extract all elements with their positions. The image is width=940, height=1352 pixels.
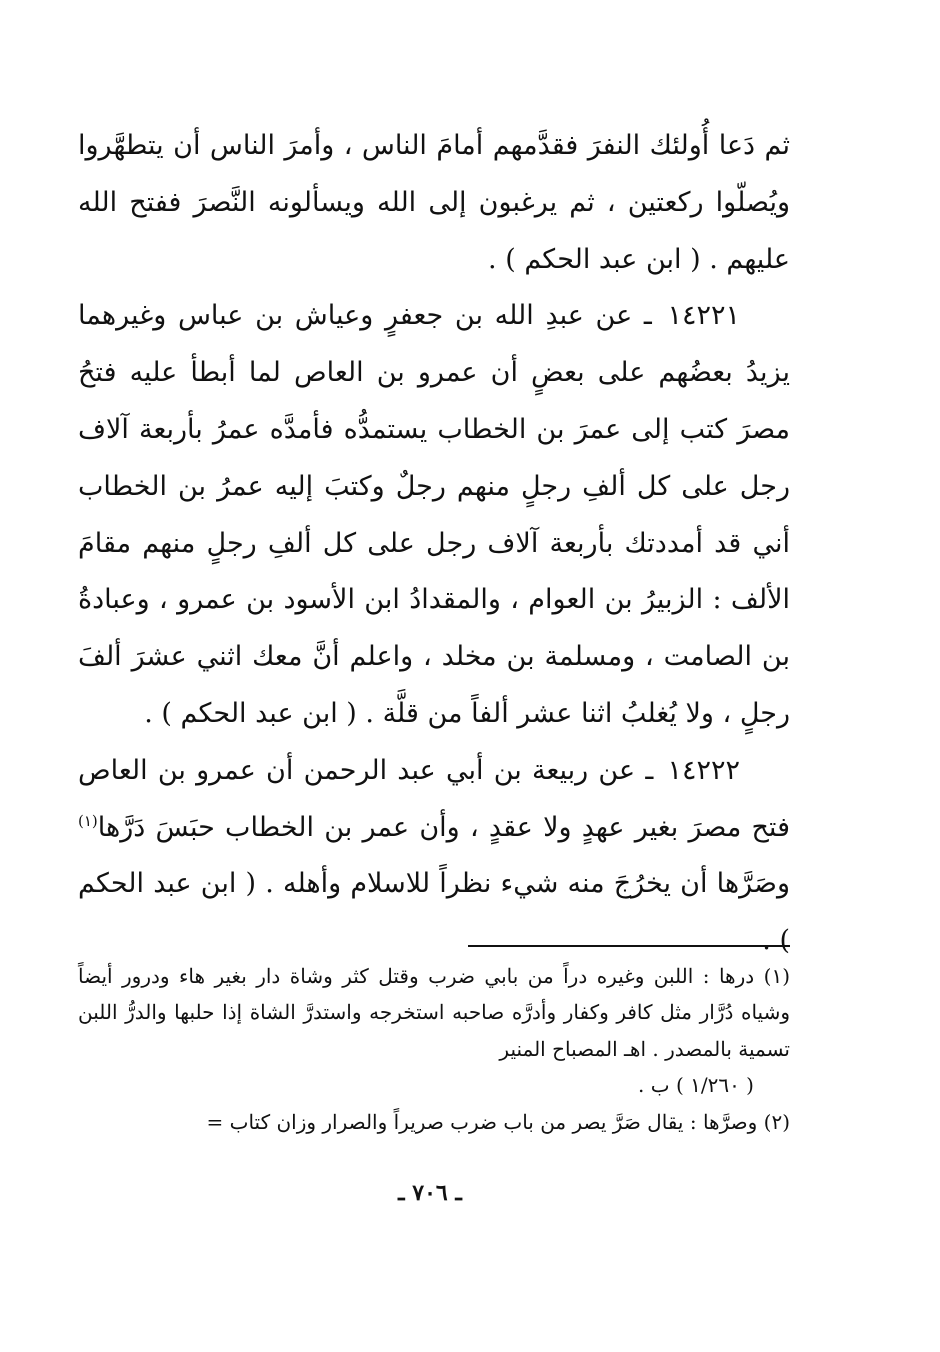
footnote-1-text: درها : اللبن وغيره دراً من بابي ضرب وقتل كثر وشاة دار بغير هاء ودرور أيضاً وشياه دُرَّار مثل كافر وكفار وأدرَّه صاحبه استخرجه واستدرَّ الشاة إذا حلبها والدرُّ اللبن تسمية بالمصدر . اهـ المصباح المنير	[78, 964, 790, 1061]
footnote-ref-1: (١)	[78, 811, 98, 830]
paragraph-14222-text-start: ـ عن ربيعة بن أبي عبد الرحمن أن عمرو بن العاص فتح مصرَ بغير عهدٍ ولا عقدٍ ، وأن عمر بن الخطاب حبَسَ دَرَّها	[78, 754, 790, 843]
paragraph-14222-text-end: وصَرَّها أن يخرُجَ منه شيء نظراً للاسلام وأهله . ( ابن عبد الحكم ) .	[78, 868, 790, 957]
footnote-2-mark: (٢)	[763, 1109, 790, 1134]
paragraph-1-text: ثم دَعا أُولئك النفرَ فقدَّمهم أمامَ الناس ، وأمرَ الناس أن يتطهَّروا ويُصلّوا ركعتين ، ثم يرغبون إلى الله ويسألونه النَّصرَ ففتح الله عليهم . ( ابن عبد الحكم ) .	[78, 130, 790, 275]
footnote-2	[78, 1104, 790, 1140]
main-text	[78, 118, 790, 970]
paragraph-14222	[78, 743, 790, 970]
footnote-2-text: وصرَّها : يقال صَرَّ يصر من باب ضرب صريراً والصرار وزان كتاب =	[206, 1109, 758, 1134]
page-number: ـ ٧٠٦ ـ	[398, 1180, 462, 1206]
hadith-number-14222: ١٤٢٢٢	[667, 754, 740, 786]
paragraph-14221	[78, 288, 790, 742]
footnotes	[78, 958, 790, 1140]
paragraph-1	[78, 118, 790, 288]
footnote-divider	[468, 945, 790, 947]
paragraph-14221-text: ـ عن عبدِ الله بن جعفرٍ وعياش بن عباس وغيرهما يزيدُ بعضُهم على بعضٍ أن عمرو بن العاص لما أبطأ عليه فتحُ مصرَ كتب إلى عمرَ بن الخطاب يستمدُّه فأمدَّه عمرُ بأربعة آلاف رجل على كل ألفِ رجلٍ منهم رجلٌ وكتبَ إليه عمرُ بن الخطاب أني قد أمددتك بأربعة آلاف رجل على كل ألفِ رجلٍ منهم مقامَ الألف : الزبيرُ بن العوام ، والمقدادُ ابن الأسود بن عمرو ، وعبادةُ بن الصامت ، ومسلمة بن مخلد ، واعلم أنَّ معك اثني عشرَ ألفَ رجلٍ ، ولا يُغلبُ اثنا عشر ألفاً من قلَّة . ( ابن عبد الحكم ) .	[78, 300, 790, 729]
footnote-1-mark: (١)	[763, 964, 790, 988]
footnote-1	[78, 958, 790, 1067]
footnote-1-continuation: ( ١/٢٦٠ ) ب .	[638, 1073, 754, 1098]
hadith-number-14221: ١٤٢٢١	[667, 300, 740, 332]
